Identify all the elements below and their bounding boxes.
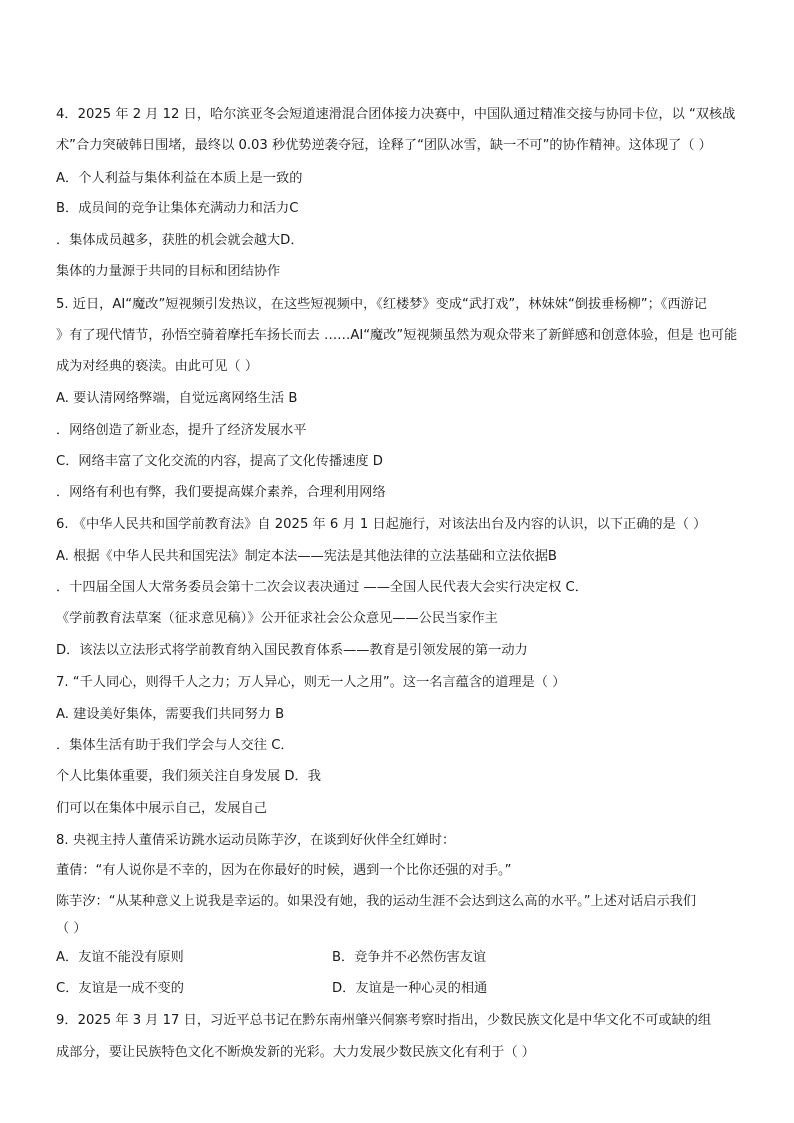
q8-dialogue-1: 董倩：“有人说你是不幸的，因为在你最好的时候，遇到一个比你还强的对手。” bbox=[56, 863, 512, 878]
q4-line-1: 4．2025 年 2 月 12 日，哈尔滨亚冬会短道速滑混合团体接力决赛中，中国队通过精准交接与协同卡位，以 “双核战 bbox=[56, 107, 736, 122]
q8-option-c: C．友谊是一成不变的 bbox=[56, 981, 184, 996]
q8-answer-blank: （ ） bbox=[56, 921, 87, 936]
q4-option-d: 集体的力量源于共同的目标和团结协作 bbox=[56, 264, 281, 279]
q6-option-c: 《学前教育法草案（征求意见稿）》公开征求社会公众意见——公民当家作主 bbox=[56, 611, 498, 626]
q7-option-a: A. 建设美好集体，需要我们共同努力 B bbox=[56, 707, 285, 722]
q6-option-b: ．十四届全国人大常务委员会第十二次会议表决通过 ——全国人民代表大会实行决定权 C． bbox=[56, 580, 588, 595]
q8-option-b: B．竞争并不必然伤害友谊 bbox=[332, 950, 487, 965]
q4-line-2: 术”合力突破韩日围堵，最终以 0.03 秒优势逆袭夺冠，诠释了“团队冰雪，缺一不可”的协作精神。这体现了（ ） bbox=[56, 138, 712, 153]
q4-option-c: ．集体成员越多，获胜的机会就会越大D． bbox=[56, 233, 304, 248]
q6-stem: 6. 《中华人民共和国学前教育法》自 2025 年 6 月 1 日起施行，对该法出台及内容的认识，以下正确的是（ ） bbox=[56, 517, 707, 532]
q4-option-b: B．成员间的竞争让集体充满动力和活力C bbox=[56, 201, 299, 216]
q7-option-c: 个人比集体重要，我们须关注自身发展 D．我 bbox=[56, 769, 321, 784]
q6-option-a: A. 根据《中华人民共和国宪法》制定本法——宪法是其他法律的立法基础和立法依据B bbox=[56, 549, 557, 564]
q5-option-b: ．网络创造了新业态，提升了经济发展水平 bbox=[56, 423, 307, 438]
q7-stem: 7. “千人同心，则得千人之力；万人异心，则无一人之用”。这一名言蕴含的道理是（ ） bbox=[56, 675, 566, 690]
q5-option-a: A. 要认清网络弊端，自觉远离网络生活 B bbox=[56, 391, 298, 406]
q8-stem-line-1: 8. 央视主持人董倩采访跳水运动员陈芋汐，在谈到好伙伴全红婵时： bbox=[56, 833, 456, 848]
q5-line-3: 成为对经典的亵渎。由此可见（ ） bbox=[56, 359, 259, 374]
q5-option-c: C．网络丰富了文化交流的内容，提高了文化传播速度 D bbox=[56, 454, 383, 469]
q4-option-a: A．个人利益与集体利益在本质上是一致的 bbox=[56, 171, 303, 186]
q8-dialogue-2: 陈芋汐：“从某种意义上说我是幸运的。如果没有她，我的运动生涯不会达到这么高的水平。”上述对话启示我们 bbox=[56, 894, 697, 909]
q9-line-2: 成部分，要让民族特色文化不断焕发新的光彩。大力发展少数民族文化有利于（ ） bbox=[56, 1045, 535, 1060]
q7-option-b: ．集体生活有助于我们学会与人交往 C． bbox=[56, 738, 294, 753]
q5-line-1: 5. 近日，AI“魔改”短视频引发热议，在这些短视频中，《红楼梦》变成“武打戏”，林妹妹“倒拔垂杨柳”；《西游记 bbox=[56, 297, 707, 312]
q5-option-d: ．网络有利也有弊，我们要提高媒介素养，合理利用网络 bbox=[56, 485, 386, 500]
q5-line-2: 》有了现代情节，孙悟空骑着摩托车扬长而去 ……AI“魔改”短视频虽然为观众带来了新鲜感和创意体验，但是 也可能 bbox=[56, 328, 738, 343]
q8-option-a: A．友谊不能没有原则 bbox=[56, 950, 184, 965]
q9-line-1: 9．2025 年 3 月 17 日，习近平总书记在黔东南州肇兴侗寨考察时指出，少数民族文化是中华文化不可或缺的组 bbox=[56, 1013, 712, 1028]
q7-option-d: 们可以在集体中展示自己，发展自己 bbox=[56, 801, 267, 816]
q6-option-d: D．该法以立法形式将学前教育纳入国民教育体系——教育是引领发展的第一动力 bbox=[56, 643, 528, 658]
q8-option-d: D．友谊是一种心灵的相通 bbox=[332, 981, 488, 996]
